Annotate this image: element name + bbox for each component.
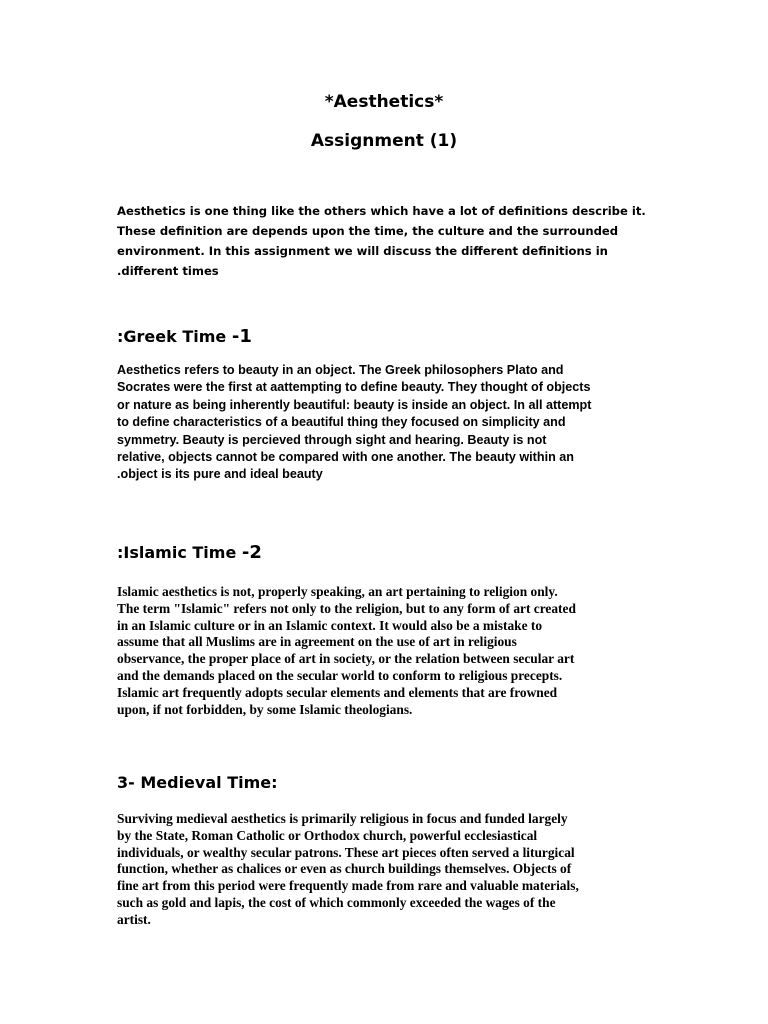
document-title: *Aesthetics*	[324, 92, 444, 112]
paragraph-line: .object is its pure and ideal beauty	[117, 467, 323, 482]
section-heading-medieval-time: 3- Medieval Time:	[117, 773, 278, 792]
paragraph-line: Islamic art frequently adopts secular elements and elements that are frowned	[117, 684, 558, 700]
paragraph-line: Aesthetics refers to beauty in an object. The Greek philosophers Plato and	[117, 363, 564, 377]
document-subtitle: Assignment (1)	[310, 131, 458, 151]
paragraph-line: individuals, or wealthy secular patrons. These art pieces often served a liturgical	[117, 844, 575, 860]
intro-line: environment. In this assignment we will discuss the different definitions in	[117, 244, 608, 258]
intro-line: .different times	[117, 264, 219, 278]
paragraph-line: assume that all Muslims are in agreement on the use of art in religious	[117, 634, 517, 650]
section-heading-number: -1	[231, 326, 252, 347]
paragraph-line: Surviving medieval aesthetics is primarily religious in focus and funded largely	[117, 811, 568, 826]
paragraph-line: or nature as being inherently beautiful: beauty is inside an object. In all attempt	[117, 397, 592, 412]
paragraph-line: Socrates were the first at aattempting to define beauty. They thought of objects	[117, 380, 591, 395]
paragraph-line: and the demands placed on the secular world to conform to religious precepts.	[117, 667, 563, 683]
section-heading-islamic-time	[117, 543, 262, 563]
paragraph-line: function, whether as chalices or even as church buildings themselves. Objects of	[117, 861, 572, 877]
section-heading-text: :Greek Time	[117, 327, 227, 346]
paragraph-line: fine art from this period were frequently made from rare and valuable materials,	[117, 878, 579, 894]
paragraph-line: by the State, Roman Catholic or Orthodox church, powerful ecclesiastical	[117, 827, 538, 843]
section-heading-greek-time	[117, 327, 252, 347]
section-paragraph-medieval-time	[117, 811, 657, 929]
paragraph-line: observance, the proper place of art in society, or the relation between secular art	[117, 651, 575, 667]
paragraph-line: upon, if not forbidden, by some Islamic theologians.	[117, 701, 413, 717]
section-paragraph-islamic-time	[117, 584, 657, 718]
paragraph-line: The term "Islamic" refers not only to the religion, but to any form of art created	[117, 600, 576, 616]
paragraph-line: relative, objects cannot be compared with one another. The beauty within an	[117, 450, 574, 465]
intro-paragraph	[117, 201, 646, 281]
paragraph-line: symmetry. Beauty is percieved through sight and hearing. Beauty is not	[117, 432, 547, 447]
paragraph-line: Islamic aesthetics is not, properly speaking, an art pertaining to religion only.	[117, 584, 558, 599]
section-paragraph-greek-time	[117, 362, 657, 484]
paragraph-line: to define characteristics of a beautiful thing they focused on simplicity and	[117, 415, 566, 430]
intro-line: These definition are depends upon the time, the culture and the surrounded	[117, 224, 619, 238]
paragraph-line: artist.	[117, 911, 151, 927]
paragraph-line: in an Islamic culture or in an Islamic context. It would also be a mistake to	[117, 617, 543, 633]
intro-line: Aesthetics is one thing like the others which have a lot of definitions describe it.	[117, 204, 646, 218]
section-heading-text: :Islamic Time	[117, 543, 237, 562]
section-heading-number: -2	[241, 542, 262, 563]
paragraph-line: such as gold and lapis, the cost of which commonly exceeded the wages of the	[117, 894, 556, 910]
